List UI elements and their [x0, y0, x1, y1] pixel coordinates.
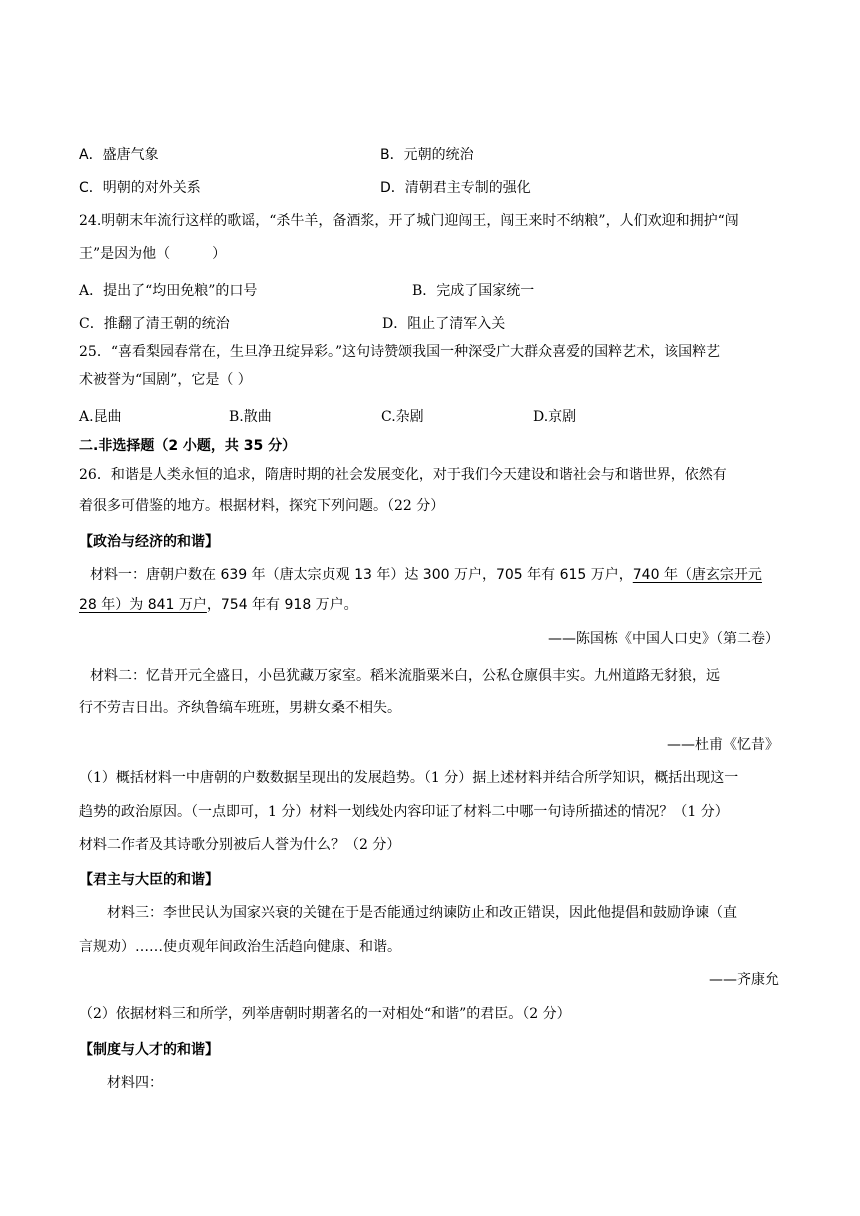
- q24-option-c: C．推翻了清王朝的统治: [79, 316, 230, 332]
- material3-source: ——齐康允: [709, 972, 779, 988]
- q25-stem-line1: 25．“喜看梨园春常在，生旦净丑绽异彩。”这句诗赞颂我国一种深受广大群众喜爱的国粹艺术，该国粹艺: [79, 344, 721, 360]
- q24-option-b: B．完成了国家统一: [412, 283, 535, 299]
- q24-option-a: A．提出了“均田免粮”的口号: [79, 283, 258, 299]
- q23-option-a: A．盛唐气象: [79, 147, 159, 163]
- material3-line2: 言规劝）……使贞观年间政治生活趋向健康、和谐。: [79, 939, 401, 955]
- material1-line2: [79, 595, 358, 615]
- q25-option-d: D.京剧: [533, 409, 577, 425]
- material2-line1: 材料二：忆昔开元全盛日，小邑犹藏万家室。稻米流脂粟米白，公私仓廪俱丰实。九州道路无豺狼，远: [90, 668, 720, 684]
- material1-source: ——陈国栋《中国人口史》（第二卷）: [548, 631, 779, 647]
- q24-stem-line1: 24.明朝末年流行这样的歌谣，“杀牛羊，备酒浆，开了城门迎闯王，闯王来时不纳粮”，人们欢迎和拥护“闯: [79, 213, 739, 229]
- material2-source: ——杜甫《忆昔》: [667, 737, 779, 753]
- material1-underline-2: 28 年）为 841 万户: [79, 597, 207, 613]
- section-heading: 二.非选择题（2 小题，共 35 分）: [79, 438, 297, 454]
- q25-stem-line2: 术被誉为“国剧”，它是（ ）: [79, 372, 252, 388]
- material1-text-end: ，754 年有 918 万户。: [206, 597, 358, 613]
- q25-option-b: B.散曲: [229, 409, 272, 425]
- material1-text: 材料一：唐朝户数在 639 年（唐太宗贞观 13 年）达 300 万户，705 年有 615 万户，: [90, 567, 633, 583]
- heading-politics-economy: 【政治与经济的和谐】: [79, 534, 219, 550]
- q25-option-a: A.昆曲: [79, 409, 122, 425]
- heading-system-talent: 【制度与人才的和谐】: [79, 1042, 219, 1058]
- material2-line2: 行不劳吉日出。齐纨鲁缟车班班，男耕女桑不相失。: [79, 700, 401, 716]
- subquestion1-line2: 趋势的政治原因。（一点即可，1 分）材料一划线处内容印证了材料二中哪一句诗所描述的情况？（1 分）: [79, 804, 729, 820]
- q23-option-d: D．清朝君主专制的强化: [380, 180, 531, 196]
- q26-intro-line2: 着很多可借鉴的地方。根据材料，探究下列问题。（22 分）: [79, 498, 445, 514]
- subquestion2: （2）依据材料三和所学，列举唐朝时期著名的一对相处“和谐”的君臣。（2 分）: [79, 1006, 571, 1022]
- q24-option-d: D．阻止了清军入关: [382, 316, 506, 332]
- q25-option-c: C.杂剧: [381, 409, 424, 425]
- q24-stem-line2: 王”是因为他（ ）: [79, 246, 227, 262]
- q26-intro-line1: 26．和谐是人类永恒的追求，隋唐时期的社会发展变化，对于我们今天建设和谐社会与和谐世界，依然有: [79, 467, 727, 483]
- material4-label: 材料四：: [107, 1075, 163, 1091]
- material3-line1: 材料三：李世民认为国家兴衰的关键在于是否能通过纳谏防止和改正错误，因此他提倡和鼓励诤谏（直: [107, 905, 737, 921]
- material1-line1: [90, 565, 762, 585]
- heading-ruler-minister: 【君主与大臣的和谐】: [79, 872, 219, 888]
- q23-option-b: B．元朝的统治: [380, 147, 474, 163]
- q23-option-c: C．明朝的对外关系: [79, 180, 201, 196]
- subquestion1-line3: 材料二作者及其诗歌分别被后人誉为什么？（2 分）: [79, 837, 401, 853]
- subquestion1-line1: （1）概括材料一中唐朝的户数数据呈现出的发展趋势。（1 分）据上述材料并结合所学知识，概括出现这一: [79, 770, 739, 786]
- material1-underline-1: 740 年（唐玄宗开元: [632, 567, 762, 583]
